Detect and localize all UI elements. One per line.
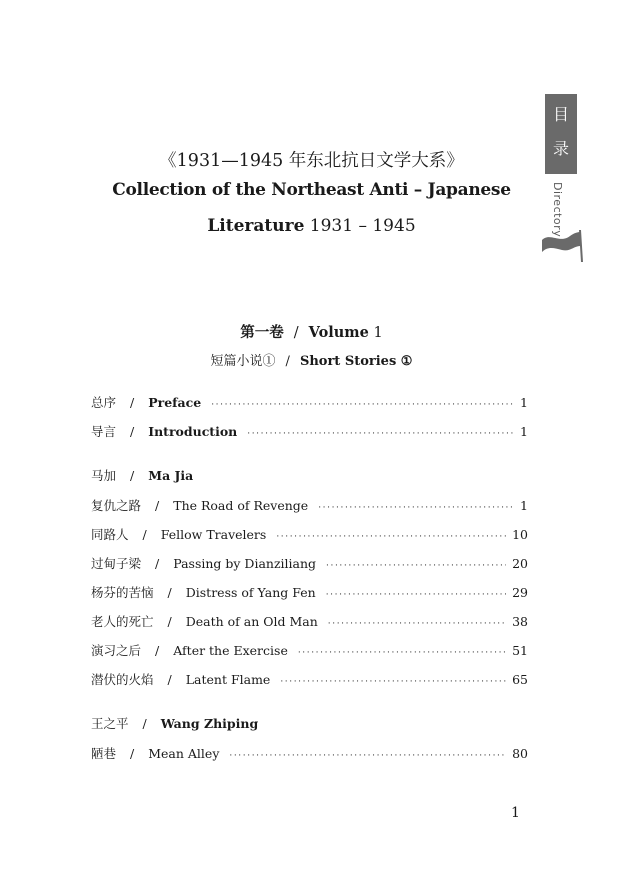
- separator: /: [130, 424, 135, 439]
- page-number: 1: [511, 805, 520, 821]
- separator: /: [285, 354, 290, 369]
- toc-page: 20: [512, 556, 528, 571]
- toc-row[interactable]: [91, 641, 528, 661]
- toc-en: Mean Alley: [148, 746, 220, 761]
- toc-cn: 老人的死亡: [91, 614, 154, 629]
- toc-page: 38: [512, 614, 528, 629]
- author-cn: 马加: [91, 468, 117, 483]
- leader-dots: [276, 532, 506, 542]
- toc-en: Distress of Yang Fen: [185, 585, 316, 600]
- toc-row[interactable]: [91, 744, 528, 764]
- volume-number: 1: [373, 325, 383, 341]
- author-heading-ma-jia: [91, 466, 528, 486]
- toc-row[interactable]: [91, 612, 528, 632]
- author-en: Wang Zhiping: [160, 716, 259, 731]
- toc-page: 51: [512, 643, 528, 658]
- author-heading-wang-zhiping: [91, 714, 528, 734]
- separator: /: [142, 527, 147, 542]
- leader-dots: [247, 429, 514, 439]
- leader-dots: [326, 590, 506, 600]
- toc-page: 29: [512, 585, 528, 600]
- toc-en: Death of an Old Man: [185, 614, 318, 629]
- toc-page: 1: [520, 424, 528, 439]
- toc-en: Passing by Dianziliang: [173, 556, 317, 571]
- leader-dots: [211, 400, 514, 410]
- toc-row[interactable]: [91, 554, 528, 574]
- collection-title-en-line2: [0, 216, 623, 236]
- tab-label-directory: Directory: [551, 182, 564, 238]
- volume-cn: 第一卷: [240, 324, 284, 341]
- volume-heading: [0, 321, 623, 342]
- separator: /: [155, 643, 160, 658]
- toc-row[interactable]: [91, 670, 528, 690]
- toc-cn: 潜伏的火焰: [91, 672, 154, 687]
- author-en: Ma Jia: [148, 468, 194, 483]
- toc-cn: 复仇之路: [91, 498, 142, 513]
- collection-title-cn: 《1931—1945 年东北抗日文学大系》: [159, 151, 464, 171]
- directory-side-tab: [540, 86, 586, 268]
- toc-cn: 导言: [91, 424, 117, 439]
- toc-row-preface[interactable]: [91, 393, 528, 413]
- volume-en: Volume: [308, 324, 369, 341]
- separator: /: [130, 746, 135, 761]
- volume-subheading: [0, 350, 623, 369]
- toc-cn: 杨芬的苦恼: [91, 585, 154, 600]
- leader-dots: [318, 503, 514, 513]
- genre-cn: 短篇小说①: [210, 354, 276, 369]
- toc-page: 1: [520, 498, 528, 513]
- separator: /: [155, 498, 160, 513]
- genre-en: Short Stories ①: [299, 354, 413, 369]
- author-cn: 王之平: [91, 716, 129, 731]
- toc-en: The Road of Revenge: [173, 498, 309, 513]
- separator: /: [167, 614, 172, 629]
- leader-dots: [326, 561, 506, 571]
- separator: /: [142, 716, 147, 731]
- toc-en: Latent Flame: [185, 672, 271, 687]
- toc-cn: 总序: [91, 395, 117, 410]
- toc-cn: 演习之后: [91, 643, 142, 658]
- title-literature-word: Literature: [207, 216, 305, 236]
- separator: /: [130, 468, 135, 483]
- toc-cn: 同路人: [91, 527, 129, 542]
- toc-cn: 陋巷: [91, 746, 117, 761]
- toc-en: Fellow Travelers: [160, 527, 267, 542]
- toc-en: Introduction: [148, 424, 238, 439]
- title-years: 1931 – 1945: [309, 216, 416, 236]
- toc-row[interactable]: [91, 496, 528, 516]
- toc-row-introduction[interactable]: [91, 422, 528, 442]
- toc-en: After the Exercise: [173, 643, 288, 658]
- tab-char-2: 录: [552, 139, 569, 158]
- collection-title-en-line1: Collection of the Northeast Anti – Japanese: [112, 180, 511, 200]
- toc-page: 10: [512, 527, 528, 542]
- separator: /: [155, 556, 160, 571]
- toc-page: 1: [520, 395, 528, 410]
- separator: /: [130, 395, 135, 410]
- separator: /: [167, 672, 172, 687]
- leader-dots: [328, 619, 506, 629]
- separator: /: [293, 325, 299, 341]
- separator: /: [167, 585, 172, 600]
- leader-dots: [298, 648, 506, 658]
- toc-row[interactable]: [91, 583, 528, 603]
- toc-cn: 过甸子梁: [91, 556, 142, 571]
- leader-dots: [280, 677, 506, 687]
- toc-page: 80: [512, 746, 528, 761]
- toc-en: Preface: [148, 395, 202, 410]
- toc-page: 65: [512, 672, 528, 687]
- toc-row[interactable]: [91, 525, 528, 545]
- leader-dots: [229, 751, 506, 761]
- tab-char-1: 目: [552, 105, 569, 124]
